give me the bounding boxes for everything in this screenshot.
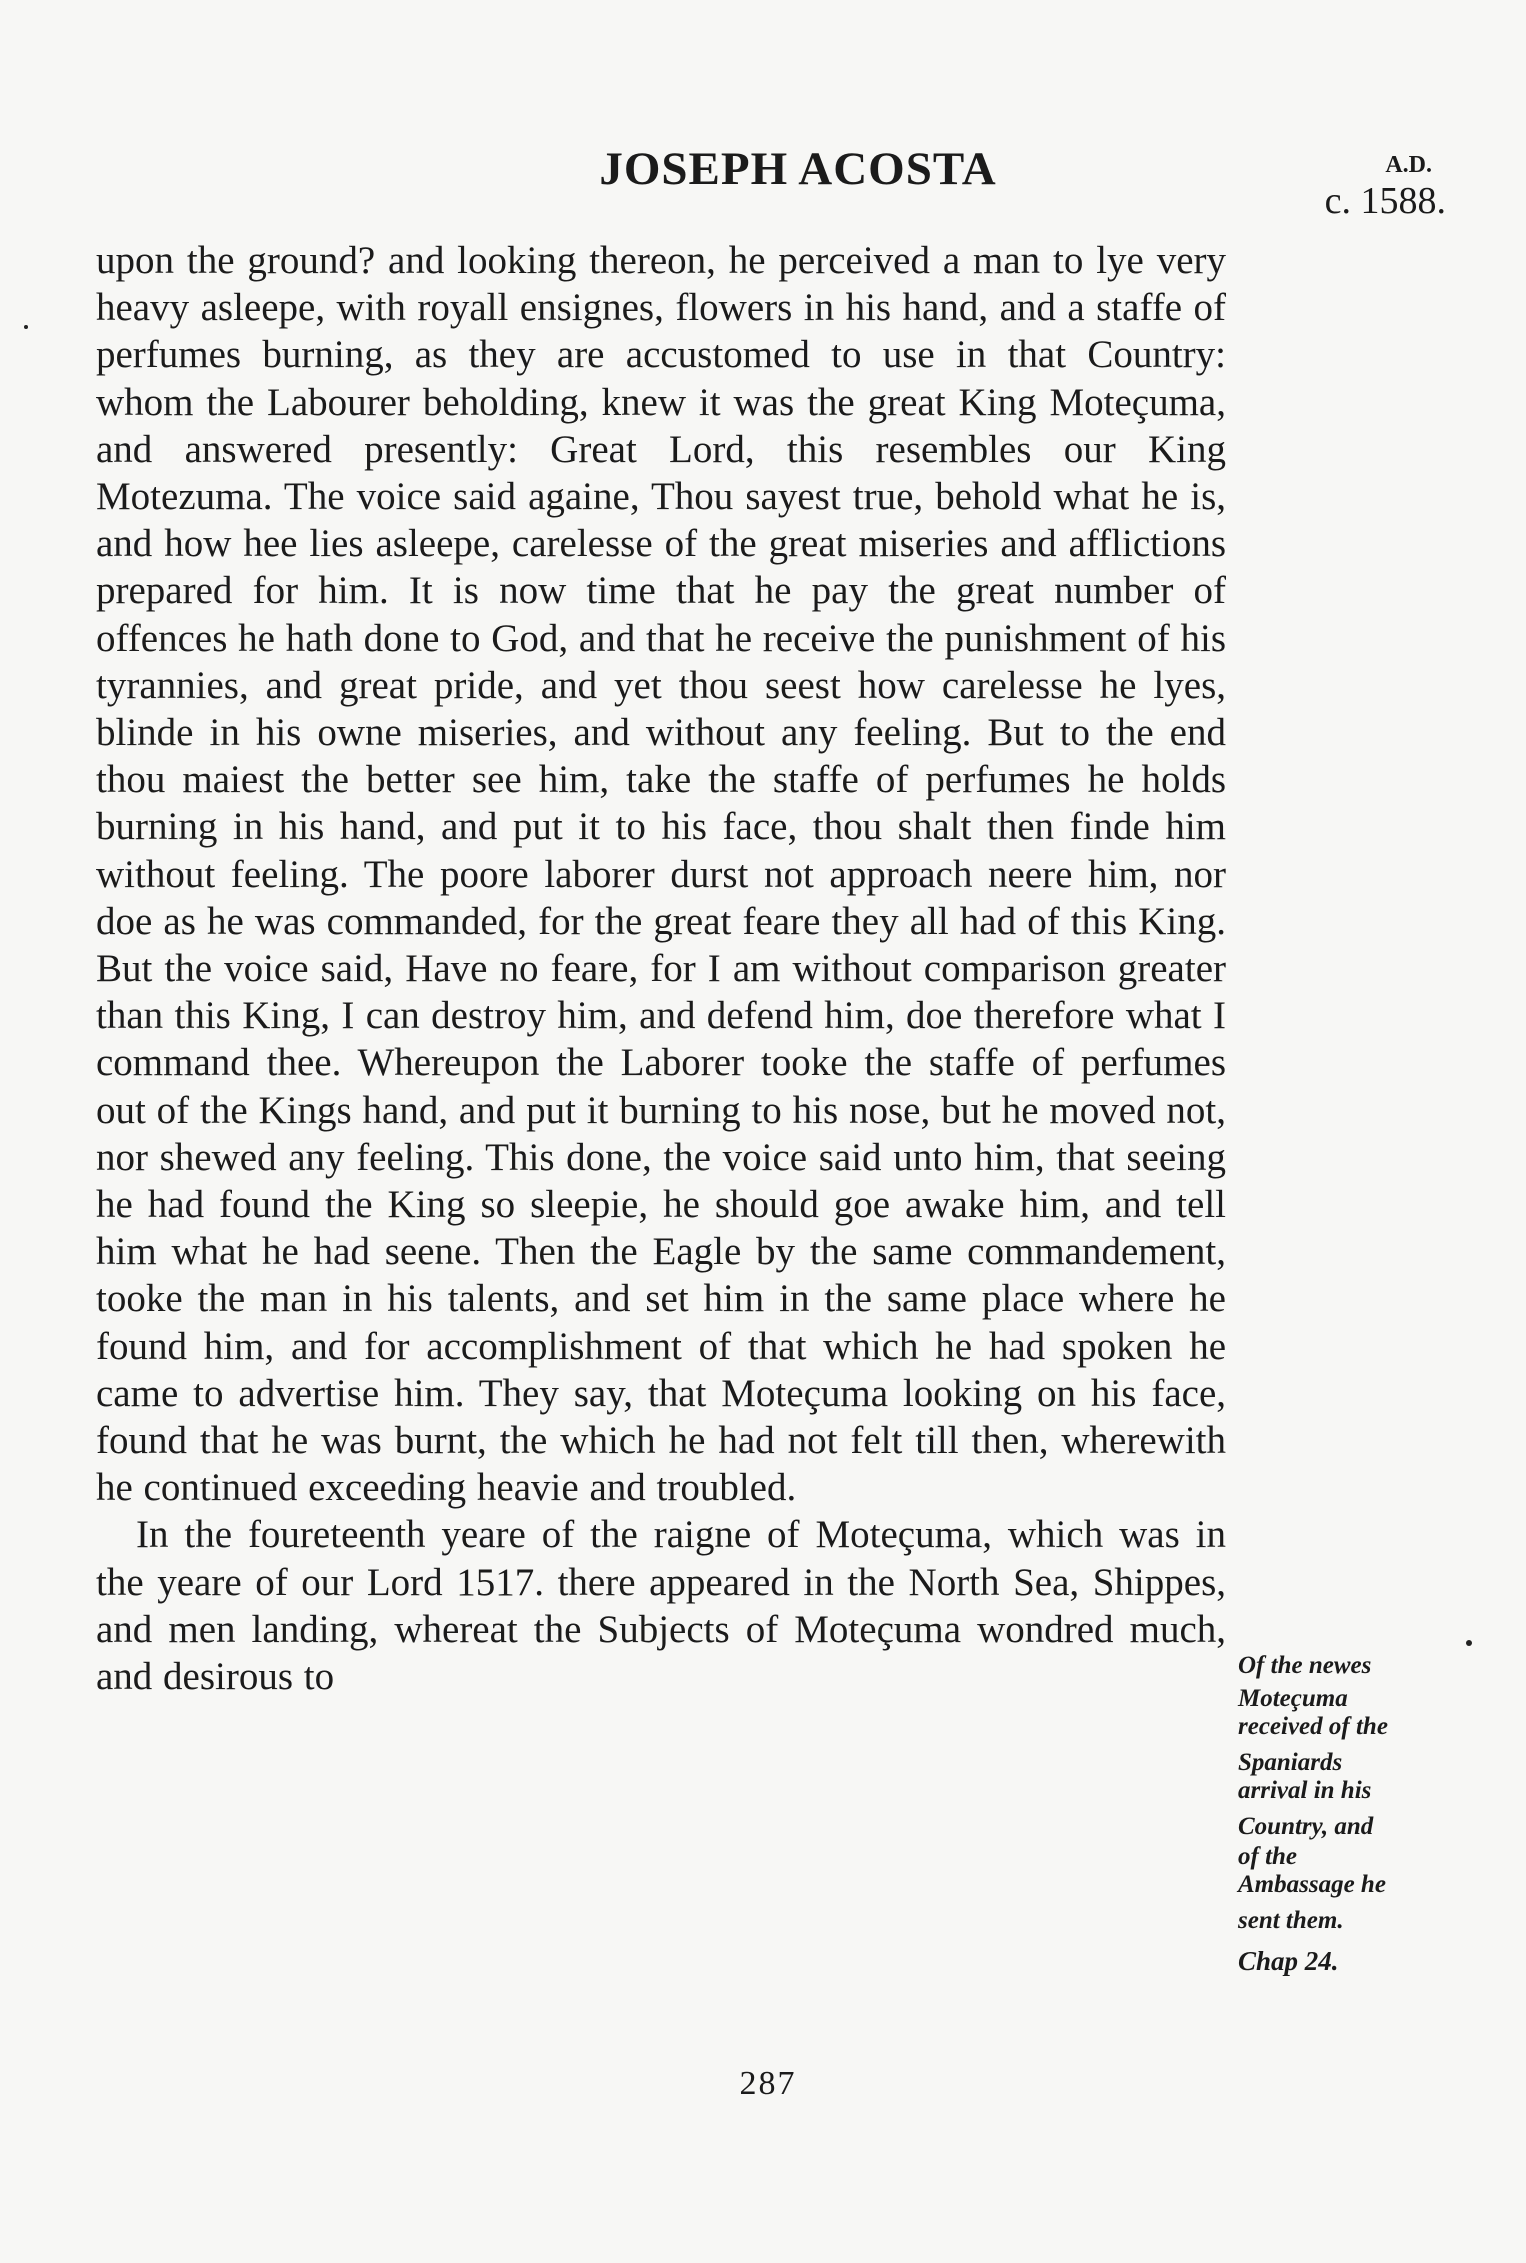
margin-note-line: of the bbox=[1238, 1843, 1298, 1870]
margin-note-line: received of the bbox=[1238, 1713, 1388, 1740]
margin-note bbox=[1238, 1652, 1448, 1975]
margin-note-line: sent them. bbox=[1238, 1907, 1344, 1934]
margin-note-line: Moteçuma bbox=[1238, 1685, 1348, 1712]
date-year: c. 1588. bbox=[1324, 179, 1446, 222]
margin-note-line: arrival in his bbox=[1238, 1777, 1372, 1804]
page-number: 287 bbox=[739, 2065, 797, 2102]
ink-speck bbox=[1466, 1640, 1472, 1646]
paragraph-2: In the foureteenth yeare of the raigne of Moteçuma, which was in the yeare of our Lord 1517. there appeared in the North Sea, Shippes, and men landing, whereat the Subjects of Moteçuma wondred much, and desirous to bbox=[96, 1513, 1226, 1699]
margin-note-line: Spaniards bbox=[1238, 1749, 1343, 1776]
paragraph-1: upon the ground? and looking thereon, he perceived a man to lye very heavy asleepe, with royall ensignes, flowers in his hand, and a staffe of perfumes burning, as they are accustomed to use in that Country: whom the Labourer beholding, knew it was the great King Moteçuma, and answered presently: Great Lord, this resembles our King Motezuma. The voice said againe, Thou sayest true, behold what he is, and how hee lies asleepe, carelesse of the great miseries and afflictions prepared for him. It is now time that he pay the great number of offences he hath done to God, and that he receive the punishment of his tyrannies, and great pride, and yet thou seest how carelesse he lyes, blinde in his owne miseries, and without any feeling. But to the end thou maiest the better see him, take the staffe of perfumes he holds burning in his hand, and put it to his face, thou shalt then finde him without feeling. The poore laborer durst not approach neere him, nor doe as he was commanded, for the great feare they all had of this King. But the voice said, Have no feare, for I am without comparison greater than this King, I can destroy him, and defend him, doe therefore what I command thee. Whereupon the Laborer tooke the staffe of perfumes out of the Kings hand, and put it burning to his nose, but he moved not, nor shewed any feeling. This done, the voice said unto him, that seeing he had found the King so sleepie, he should goe awake him, and tell him what he had seene. Then the Eagle by the same commandement, tooke the man in his talents, and set him in the same place where he found him, and for accomplishment of that which he had spoken he came to advertise him. They say, that Moteçuma looking on his face, found that he was burnt, the which he had not felt till then, wherewith he continued exceeding heavie and troubled. bbox=[96, 239, 1226, 1510]
date-ad: A.D. bbox=[1385, 152, 1432, 178]
margin-note-line: Ambassage he bbox=[1238, 1871, 1386, 1898]
ink-speck bbox=[24, 325, 28, 329]
margin-note-chapter: Chap 24. bbox=[1238, 1946, 1339, 1976]
margin-note-line: Of the newes bbox=[1238, 1652, 1372, 1679]
date-marginal bbox=[1296, 152, 1446, 223]
main-text bbox=[96, 237, 1226, 1700]
running-head: JOSEPH ACOSTA bbox=[599, 143, 997, 195]
margin-note-line: Country, and bbox=[1238, 1813, 1374, 1840]
